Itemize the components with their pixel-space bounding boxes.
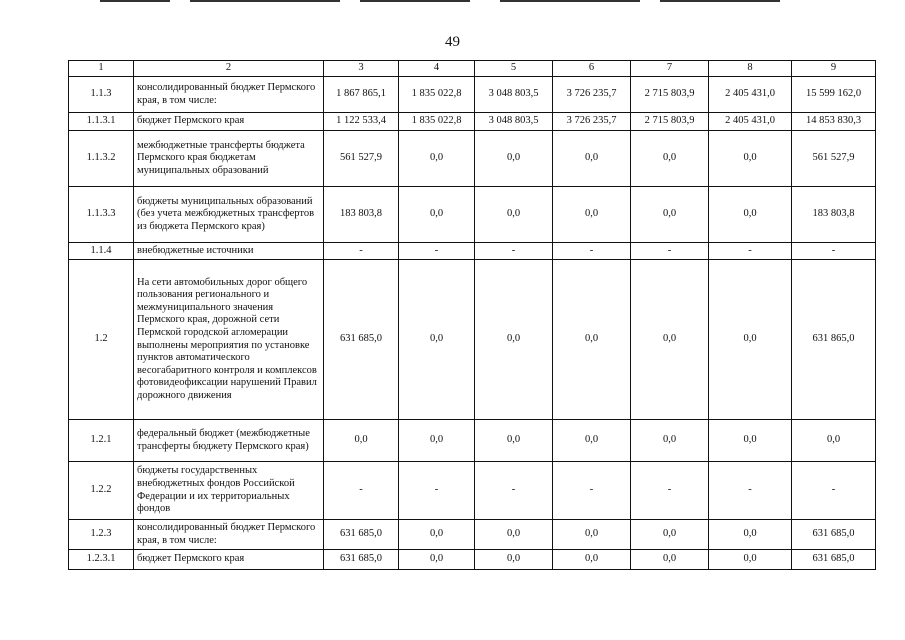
row-name: бюджеты государственных внебюджетных фондов Российской Федерации и их территориальных фондов: [134, 462, 324, 520]
table-row: [69, 462, 876, 520]
value-cell: 0,0: [475, 187, 553, 243]
table-row: [69, 113, 876, 131]
page-number: 49: [445, 34, 460, 50]
value-cell: 631 685,0: [324, 260, 399, 420]
value-cell: 631 685,0: [792, 550, 876, 570]
value-cell: 561 527,9: [792, 131, 876, 187]
value-cell: 0,0: [475, 520, 553, 550]
value-cell: -: [324, 243, 399, 260]
value-cell: 0,0: [399, 131, 475, 187]
column-header: 6: [553, 61, 631, 77]
row-name: На сети автомобильных дорог общего пользования регионального и межмуниципального значения Пермского края, дорожной сети Пермской городской агломерации выполнены мероприятия по установке пунктов автоматического весогабаритного контроля и комплексов фотовидеофиксации нарушений Правил дорожного движения: [134, 260, 324, 420]
value-cell: -: [631, 462, 709, 520]
value-cell: 2 405 431,0: [709, 113, 792, 131]
value-cell: 0,0: [475, 131, 553, 187]
value-cell: 0,0: [631, 260, 709, 420]
row-name: консолидированный бюджет Пермского края, в том числе:: [134, 77, 324, 113]
value-cell: 1 835 022,8: [399, 113, 475, 131]
value-cell: 631 865,0: [792, 260, 876, 420]
column-header: 7: [631, 61, 709, 77]
row-code: 1.2.3: [69, 520, 134, 550]
value-cell: 3 048 803,5: [475, 77, 553, 113]
value-cell: 0,0: [475, 260, 553, 420]
value-cell: 0,0: [709, 260, 792, 420]
column-header: 2: [134, 61, 324, 77]
table-row: [69, 131, 876, 187]
value-cell: -: [792, 243, 876, 260]
value-cell: 0,0: [475, 550, 553, 570]
value-cell: 0,0: [553, 550, 631, 570]
row-code: 1.2.3.1: [69, 550, 134, 570]
value-cell: 3 048 803,5: [475, 113, 553, 131]
value-cell: 0,0: [553, 131, 631, 187]
value-cell: 561 527,9: [324, 131, 399, 187]
value-cell: 2 405 431,0: [709, 77, 792, 113]
value-cell: 0,0: [709, 420, 792, 462]
value-cell: 1 122 533,4: [324, 113, 399, 131]
row-name: консолидированный бюджет Пермского края, в том числе:: [134, 520, 324, 550]
row-code: 1.2: [69, 260, 134, 420]
value-cell: 3 726 235,7: [553, 113, 631, 131]
row-name: бюджет Пермского края: [134, 113, 324, 131]
value-cell: 3 726 235,7: [553, 77, 631, 113]
value-cell: 0,0: [475, 420, 553, 462]
value-cell: 0,0: [792, 420, 876, 462]
value-cell: 0,0: [709, 550, 792, 570]
row-code: 1.1.4: [69, 243, 134, 260]
scan-edge-artifact: [0, 0, 905, 3]
column-header: 5: [475, 61, 553, 77]
value-cell: 1 867 865,1: [324, 77, 399, 113]
value-cell: -: [399, 462, 475, 520]
value-cell: 0,0: [399, 260, 475, 420]
value-cell: 183 803,8: [324, 187, 399, 243]
value-cell: -: [709, 462, 792, 520]
column-header: 1: [69, 61, 134, 77]
value-cell: 0,0: [553, 260, 631, 420]
value-cell: 0,0: [631, 131, 709, 187]
table-row: [69, 520, 876, 550]
column-header: 9: [792, 61, 876, 77]
value-cell: 0,0: [553, 187, 631, 243]
value-cell: -: [553, 243, 631, 260]
value-cell: 0,0: [399, 187, 475, 243]
row-name: бюджет Пермского края: [134, 550, 324, 570]
column-header: 4: [399, 61, 475, 77]
value-cell: 2 715 803,9: [631, 113, 709, 131]
column-header: 8: [709, 61, 792, 77]
table-row: [69, 243, 876, 260]
row-code: 1.2.2: [69, 462, 134, 520]
row-name: федеральный бюджет (межбюджетные трансферты бюджету Пермского края): [134, 420, 324, 462]
header-row: [69, 61, 876, 77]
value-cell: -: [324, 462, 399, 520]
row-code: 1.1.3.1: [69, 113, 134, 131]
value-cell: 631 685,0: [324, 520, 399, 550]
row-code: 1.1.3: [69, 77, 134, 113]
table-row: [69, 187, 876, 243]
value-cell: 0,0: [399, 520, 475, 550]
value-cell: 183 803,8: [792, 187, 876, 243]
value-cell: 2 715 803,9: [631, 77, 709, 113]
row-name: бюджеты муниципальных образований (без учета межбюджетных трансфертов из бюджета Пермского края): [134, 187, 324, 243]
budget-table: [68, 60, 876, 570]
value-cell: 0,0: [631, 520, 709, 550]
row-code: 1.1.3.3: [69, 187, 134, 243]
value-cell: 0,0: [399, 420, 475, 462]
value-cell: 0,0: [631, 420, 709, 462]
value-cell: -: [475, 243, 553, 260]
row-code: 1.1.3.2: [69, 131, 134, 187]
row-name: внебюджетные источники: [134, 243, 324, 260]
table-row: [69, 77, 876, 113]
value-cell: 0,0: [399, 550, 475, 570]
value-cell: 1 835 022,8: [399, 77, 475, 113]
table-row: [69, 260, 876, 420]
table-body: [69, 61, 876, 570]
value-cell: -: [709, 243, 792, 260]
row-name: межбюджетные трансферты бюджета Пермского края бюджетам муниципальных образований: [134, 131, 324, 187]
row-code: 1.2.1: [69, 420, 134, 462]
value-cell: -: [399, 243, 475, 260]
value-cell: 631 685,0: [324, 550, 399, 570]
value-cell: 15 599 162,0: [792, 77, 876, 113]
value-cell: 0,0: [709, 187, 792, 243]
value-cell: -: [553, 462, 631, 520]
value-cell: 0,0: [709, 131, 792, 187]
table-row: [69, 420, 876, 462]
value-cell: 0,0: [553, 520, 631, 550]
value-cell: 631 685,0: [792, 520, 876, 550]
value-cell: 0,0: [324, 420, 399, 462]
column-header: 3: [324, 61, 399, 77]
value-cell: -: [631, 243, 709, 260]
value-cell: 0,0: [631, 550, 709, 570]
value-cell: -: [792, 462, 876, 520]
value-cell: 14 853 830,3: [792, 113, 876, 131]
value-cell: 0,0: [631, 187, 709, 243]
value-cell: -: [475, 462, 553, 520]
value-cell: 0,0: [709, 520, 792, 550]
value-cell: 0,0: [553, 420, 631, 462]
table-row: [69, 550, 876, 570]
